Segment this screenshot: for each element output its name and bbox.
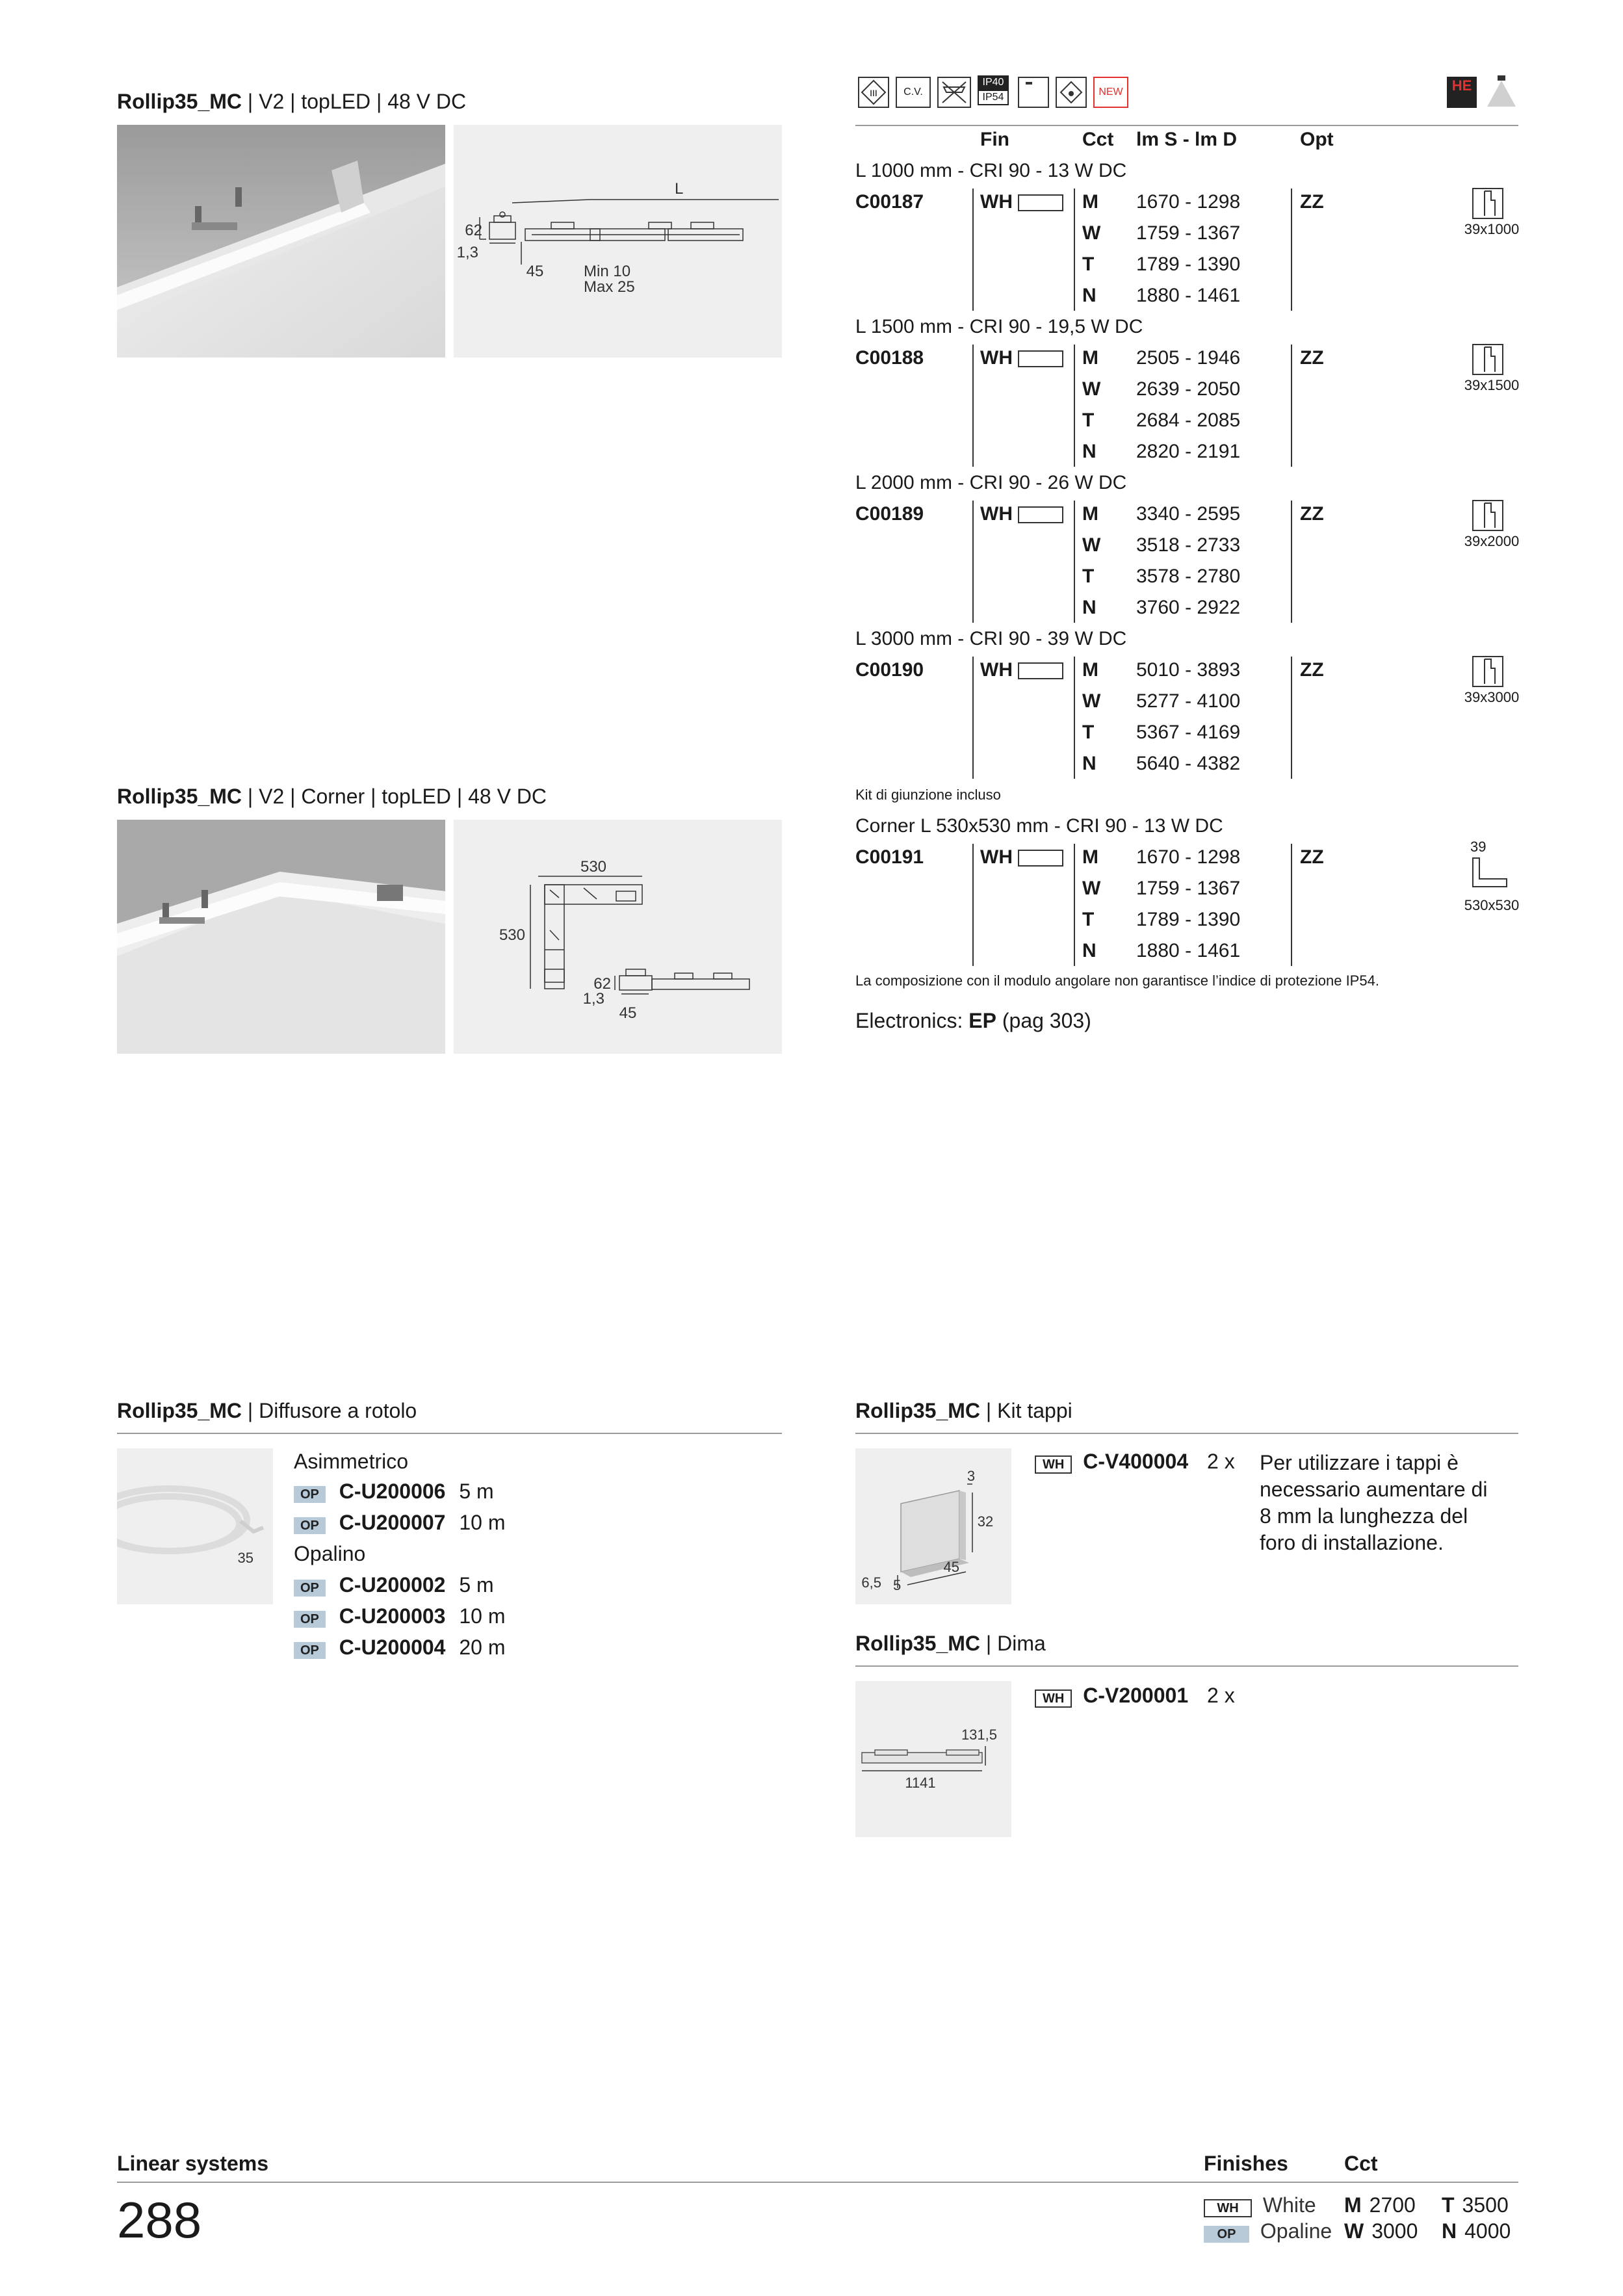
lumen-value: 1789 - 1390 <box>1136 909 1241 930</box>
finish-code: WH <box>980 846 1063 868</box>
new-badge: NEW <box>1093 77 1128 108</box>
cct-code: M <box>1082 347 1098 369</box>
lumen-value: 2820 - 2191 <box>1136 441 1241 462</box>
cct-code: T <box>1082 410 1095 431</box>
group-title: L 2000 mm - CRI 90 - 26 W DC <box>855 472 1127 493</box>
header-opt: Opt <box>1300 129 1334 150</box>
option-code: ZZ <box>1300 846 1324 868</box>
svg-text:Max 25: Max 25 <box>584 278 635 296</box>
footer-cct-item: T 3500 <box>1442 2193 1509 2217</box>
product-photo-corner <box>117 820 445 1054</box>
profile-icon <box>1472 653 1504 689</box>
lumen-value: 1880 - 1461 <box>1136 285 1241 306</box>
lumen-value: 2505 - 1946 <box>1136 347 1241 369</box>
svg-text:45: 45 <box>526 263 544 280</box>
lumen-value: 1670 - 1298 <box>1136 191 1241 213</box>
lumen-value: 2639 - 2050 <box>1136 378 1241 400</box>
product-code: C00190 <box>855 659 924 681</box>
dimension-label: 39x3000 <box>1464 689 1520 705</box>
footer-section-name: Linear systems <box>117 2152 269 2175</box>
lumen-value: 1670 - 1298 <box>1136 846 1241 868</box>
svg-text:35: 35 <box>237 1550 253 1566</box>
diffuser-item: OP C-U200002 5 m <box>294 1573 494 1597</box>
cv-icon: C.V. <box>896 77 931 108</box>
svg-text:62: 62 <box>593 975 611 993</box>
class-iii-icon <box>858 77 889 108</box>
dimension-label: 39x1000 <box>1464 221 1520 237</box>
corner-profile-icon <box>1470 855 1509 889</box>
diffuser-item: OP C-U200004 20 m <box>294 1636 505 1660</box>
template-drawing <box>855 1681 1011 1837</box>
cct-code: W <box>1082 878 1101 899</box>
footer-finishes-label: Finishes <box>1204 2152 1288 2175</box>
svg-text:1141: 1141 <box>905 1775 936 1791</box>
section-title-diffuser: Rollip35_MC | Diffusore a rotolo <box>117 1399 417 1422</box>
svg-text:Min 10: Min 10 <box>584 263 631 280</box>
lumen-value: 3340 - 2595 <box>1136 503 1241 525</box>
svg-text:6,5: 6,5 <box>861 1574 881 1591</box>
cct-code: M <box>1082 503 1098 525</box>
section-title-dima: Rollip35_MC | Dima <box>855 1632 1046 1655</box>
diffuser-group-label: Opalino <box>294 1542 366 1565</box>
header-lm: lm S - lm D <box>1136 129 1238 150</box>
profile-icon <box>1472 185 1504 221</box>
lumen-value: 3518 - 2733 <box>1136 534 1241 556</box>
svg-text:5: 5 <box>893 1577 902 1593</box>
ip-rating-icon: IP40 IP54 <box>978 75 1009 107</box>
svg-text:45: 45 <box>943 1559 959 1575</box>
ceiling-install-icon <box>1056 77 1087 108</box>
option-code: ZZ <box>1300 191 1324 213</box>
cct-code: N <box>1082 441 1097 462</box>
finish-code: WH <box>980 191 1063 213</box>
cct-code: T <box>1082 722 1095 743</box>
lumen-value: 1759 - 1367 <box>1136 222 1241 244</box>
product-code: C00187 <box>855 191 924 213</box>
corner-note: La composizione con il modulo angolare non garantisce l’indice di protezione IP54. <box>855 972 1379 989</box>
option-code: ZZ <box>1300 503 1324 525</box>
header-fin: Fin <box>980 129 1009 150</box>
cct-code: M <box>1082 191 1098 213</box>
section-title-corner: Rollip35_MC | V2 | Corner | topLED | 48 V DC <box>117 785 547 808</box>
cct-code: N <box>1082 597 1097 618</box>
cct-code: T <box>1082 909 1095 930</box>
lumen-value: 3760 - 2922 <box>1136 597 1241 618</box>
cct-code: W <box>1082 534 1101 556</box>
svg-text:530: 530 <box>580 858 607 876</box>
lumen-value: 5367 - 4169 <box>1136 722 1241 743</box>
cct-code: N <box>1082 285 1097 306</box>
group-title: Corner L 530x530 mm - CRI 90 - 13 W DC <box>855 815 1223 837</box>
lumen-value: 2684 - 2085 <box>1136 410 1241 431</box>
section-title-kit-tappi: Rollip35_MC | Kit tappi <box>855 1399 1072 1422</box>
page-number: 288 <box>117 2191 202 2249</box>
kit-tappi-note: Per utilizzare i tappi è necessario aumentare di 8 mm la lunghezza del foro di installazione. <box>1260 1451 1488 1554</box>
product-code: C00191 <box>855 846 924 868</box>
diffuser-item: OP C-U200003 10 m <box>294 1604 505 1628</box>
no-cover-icon <box>937 77 971 108</box>
footer-cct-item: N 4000 <box>1442 2219 1511 2243</box>
section-title-linear: Rollip35_MC | V2 | topLED | 48 V DC <box>117 90 467 113</box>
svg-text:32: 32 <box>977 1513 994 1530</box>
dimension-label-top: 39 <box>1470 839 1487 855</box>
cct-code: M <box>1082 846 1098 868</box>
lumen-value: 1759 - 1367 <box>1136 878 1241 899</box>
footer-finish-item: WH White <box>1204 2193 1316 2217</box>
cct-code: M <box>1082 659 1098 681</box>
cct-code: W <box>1082 690 1101 712</box>
profile-icon <box>1472 497 1504 533</box>
svg-text:1,3: 1,3 <box>456 244 478 261</box>
lumen-value: 5640 - 4382 <box>1136 753 1241 774</box>
electronics-reference: Electronics: EP (pag 303) <box>855 1009 1091 1032</box>
ceiling-light-icon <box>1485 73 1518 109</box>
footer-cct-label: Cct <box>1344 2152 1378 2175</box>
product-code: C00189 <box>855 503 924 525</box>
svg-text:530: 530 <box>499 926 525 944</box>
svg-text:L: L <box>675 180 684 198</box>
diffuser-item: OP C-U200007 10 m <box>294 1511 505 1535</box>
lumen-value: 5010 - 3893 <box>1136 659 1241 681</box>
cct-code: T <box>1082 254 1095 275</box>
recessed-icon <box>1018 77 1049 108</box>
finish-code: WH <box>980 503 1063 525</box>
cct-code: W <box>1082 222 1101 244</box>
svg-text:62: 62 <box>465 222 482 239</box>
lumen-value: 3578 - 2780 <box>1136 566 1241 587</box>
svg-text:III: III <box>870 88 877 98</box>
svg-text:1,3: 1,3 <box>582 990 604 1008</box>
cct-code: T <box>1082 566 1095 587</box>
product-photo-linear <box>117 125 445 358</box>
cct-code: W <box>1082 378 1101 400</box>
svg-text:45: 45 <box>619 1004 637 1022</box>
option-code: ZZ <box>1300 659 1324 681</box>
group-title: L 3000 mm - CRI 90 - 39 W DC <box>855 628 1127 649</box>
finish-code: WH <box>980 659 1063 681</box>
footer-cct-item: M 2700 <box>1344 2193 1416 2217</box>
header-cct: Cct <box>1082 129 1114 150</box>
kit-note: Kit di giunzione incluso <box>855 787 1001 803</box>
diffuser-item: OP C-U200006 5 m <box>294 1480 494 1504</box>
group-title: L 1500 mm - CRI 90 - 19,5 W DC <box>855 316 1143 337</box>
profile-icon <box>1472 341 1504 377</box>
dimension-label: 39x1500 <box>1464 377 1520 393</box>
cct-code: N <box>1082 753 1097 774</box>
diffuser-roll-image <box>117 1448 273 1604</box>
footer-finish-item: OP Opaline <box>1204 2219 1332 2243</box>
footer-cct-item: W 3000 <box>1344 2219 1418 2243</box>
dima-item: WH C-V200001 2 x <box>1035 1684 1235 1708</box>
option-code: ZZ <box>1300 347 1324 369</box>
dimension-label: 530x530 <box>1464 897 1520 913</box>
product-code: C00188 <box>855 347 924 369</box>
technical-drawing-linear <box>454 125 782 358</box>
group-title: L 1000 mm - CRI 90 - 13 W DC <box>855 160 1127 181</box>
end-cap-drawing <box>855 1448 1011 1604</box>
diffuser-group-label: Asimmetrico <box>294 1450 409 1473</box>
dimension-label: 39x2000 <box>1464 533 1520 549</box>
kit-tappi-item: WH C-V400004 2 x <box>1035 1450 1235 1474</box>
svg-text:3: 3 <box>967 1468 976 1484</box>
lumen-value: 1789 - 1390 <box>1136 254 1241 275</box>
svg-text:131,5: 131,5 <box>961 1727 997 1743</box>
lumen-value: 5277 - 4100 <box>1136 690 1241 712</box>
lumen-value: 1880 - 1461 <box>1136 940 1241 961</box>
high-efficiency-icon: HE <box>1447 77 1477 108</box>
cct-code: N <box>1082 940 1097 961</box>
finish-code: WH <box>980 347 1063 369</box>
technical-drawing-corner <box>454 820 782 1054</box>
